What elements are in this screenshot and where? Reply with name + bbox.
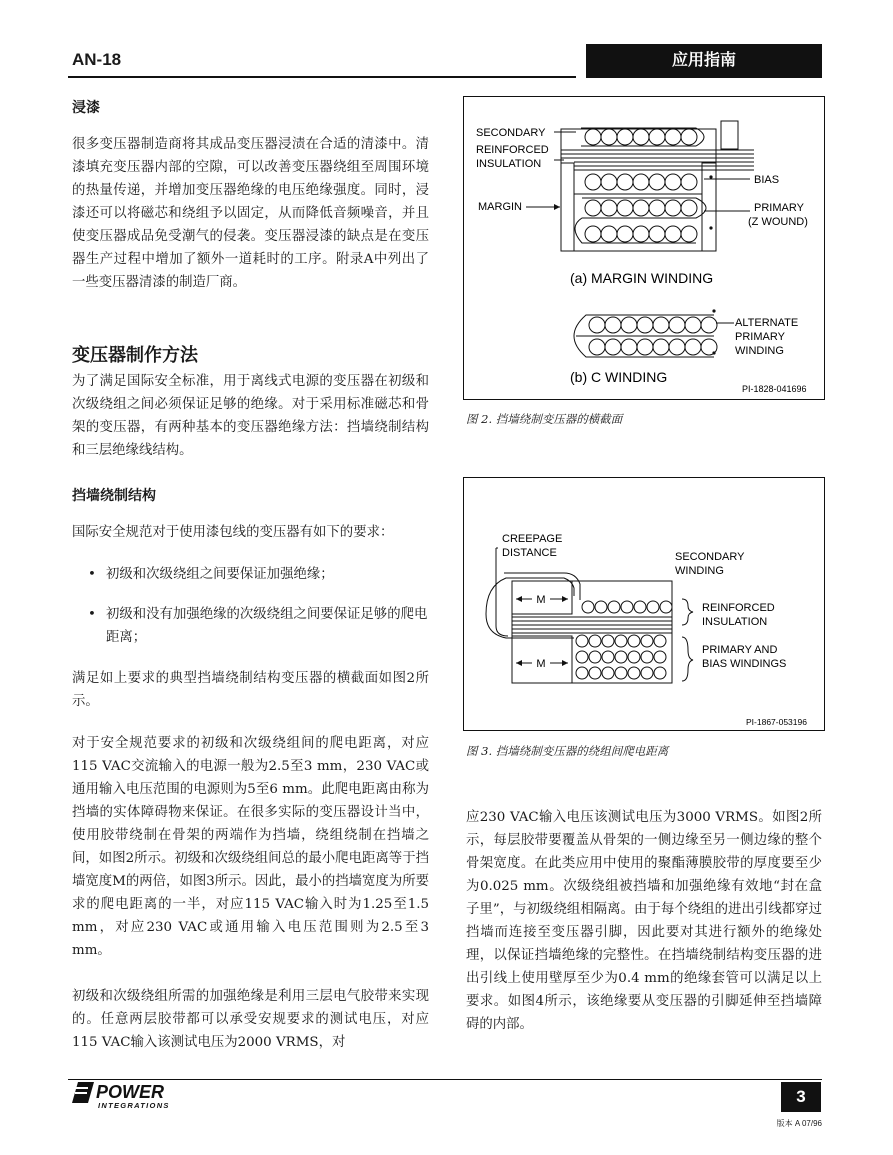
creepage-paragraph: 对于安全规范要求的初级和次级绕组间的爬电距离，对应115 VAC交流输入的电源一般为2.5至3 mm，230 VAC或通用输入电压范围的电源则为5至6 mm。此爬电距离由称为挡墙的实体障碍物来保证。在很多实际的变压器设计当中，使用胶带绕制在骨架的两端作为挡墙，绕组绕制在挡墙之间，如图2所示。初级和次级绕组间总的最小爬电距离等于挡墙宽度M的两倍，如图3所示。因此，最小的挡墙宽度为所要求的爬电距离的一半，对应115 VAC输入时为1.25至1.5 mm，对应230 VAC或通用输入电压范围则为2.5至3 mm。: [72, 736, 429, 958]
bullet-text: 初级和次级绕组之间要保证加强绝缘；: [106, 567, 334, 582]
fig3-label-primary-1: PRIMARY AND: [702, 644, 778, 656]
figure-3-caption: 图 3. 挡墙绕制变压器的绕组间爬电距离: [466, 744, 669, 758]
fig3-m-label-top: M: [536, 594, 546, 606]
figure-2-drawing: [464, 97, 824, 399]
document-id: AN-18: [72, 50, 122, 69]
fig3-label-creepage-2: DISTANCE: [502, 547, 557, 559]
figure-2: [463, 96, 825, 400]
fig2-label-zwound: (Z WOUND): [748, 216, 808, 228]
power-integrations-logo: [70, 1081, 200, 1111]
logo-mark-icon: [70, 1081, 200, 1111]
tape-paragraph: 初级和次级绕组所需的加强绝缘是利用三层电气胶带来实现的。任意两层胶带都可以承受安规要求的测试电压，对应115 VAC输入该测试电压为2000 VRMS，对: [72, 989, 429, 1050]
dip-heading: 浸漆: [72, 100, 100, 116]
fig3-code: PI-1867-053196: [746, 717, 807, 727]
fig2-label-margin: MARGIN: [478, 201, 522, 213]
version-label: 版本 A 07/96: [776, 1119, 822, 1128]
margin-intro: 国际安全规范对于使用漆包线的变压器有如下的要求：: [72, 525, 394, 540]
fig2-label-bias: BIAS: [754, 174, 780, 186]
figure-3-drawing: [464, 478, 824, 730]
bullet-dot: •: [88, 567, 96, 582]
fig2-reference-paragraph: 满足如上要求的典型挡墙绕制结构变压器的横截面如图2所示。: [72, 671, 429, 709]
fig3-label-secondary-2: WINDING: [675, 565, 724, 577]
fig3-label-primary-2: BIAS WINDINGS: [702, 658, 787, 670]
figure-3: [463, 477, 825, 731]
fig2-title-a: (a) MARGIN WINDING: [570, 270, 714, 286]
header-rule: [68, 76, 576, 78]
fig3-label-reinforced-2: INSULATION: [702, 616, 768, 628]
fig2-label-alternate-2: PRIMARY: [735, 331, 785, 343]
bullet-text: 初级和没有加强绝缘的次级绕组之间要保证足够的爬电距离；: [106, 607, 428, 645]
logo-word-power: POWER: [96, 1082, 165, 1102]
footer-rule: [68, 1079, 822, 1080]
fig2-label-reinforced-1: REINFORCED: [476, 144, 549, 156]
bullet-dot: •: [88, 607, 96, 622]
margin-heading: 挡墙绕制结构: [72, 488, 156, 504]
dip-paragraph: 很多变压器制造商将其成品变压器浸渍在合适的清漆中。清漆填充变压器内部的空隙，可以改善变压器绕组至周围环境的热量传递，并增加变压器绝缘的电压绝缘强度。同时，浸漆还可以将磁芯和绕组予以固定，从而降低音频噪音，并且使变压器成品免受潮气的侵袭。变压器浸漆的缺点是在变压器生产过程中增加了额外一道耗时的工序。附录A中列出了一些变压器清漆的制造厂商。: [72, 137, 429, 290]
method-paragraph: 为了满足国际安全标准，用于离线式电源的变压器在初级和次级绕组之间必须保证足够的绝缘。对于采用标准磁芯和骨架的变压器，有两种基本的变压器绝缘方法：挡墙绕制结构和三层绝缘线结构。: [72, 374, 429, 458]
fig2-label-reinforced-2: INSULATION: [476, 158, 542, 170]
page-number: 3: [781, 1082, 821, 1112]
logo-word-integrations: INTEGRATIONS: [98, 1101, 170, 1110]
bullet-item-1: [72, 563, 429, 586]
fig3-m-label-bottom: M: [536, 658, 546, 670]
method-heading: 变压器制作方法: [72, 345, 198, 366]
fig3-label-secondary-1: SECONDARY: [675, 551, 745, 563]
fig3-label-creepage-1: CREEPAGE: [502, 533, 563, 545]
fig2-label-alternate-3: WINDING: [735, 345, 784, 357]
fig2-title-b: (b) C WINDING: [570, 369, 668, 385]
fig3-label-reinforced-1: REINFORCED: [702, 602, 775, 614]
continuation-paragraph: 应230 VAC输入电压该测试电压为3000 VRMS。如图2所示，每层胶带要覆盖从骨架的一侧边缘至另一侧边缘的整个骨架宽度。在此类应用中使用的聚酯薄膜胶带的厚度要至少为0.025 mm。次级绕组被挡墙和加强绝缘有效地“封在盒子里”，与初级绕组相隔离。由于每个绕组的进出引线都穿过挡墙而连接至变压器引脚，因此要对其进行额外的绝缘处理，以保证挡墙绝缘的完整性。在挡墙绕制结构变压器的进出引线上使用壁厚至少为0.4 mm的绝缘套管可以满足以上要求。如图4所示，该绝缘要从变压器的引脚延伸至挡墙障碍的内部。: [466, 810, 822, 1032]
fig2-label-primary: PRIMARY: [754, 202, 804, 214]
section-title: 应用指南: [586, 44, 822, 78]
fig2-label-alternate-1: ALTERNATE: [735, 317, 799, 329]
fig2-label-secondary: SECONDARY: [476, 127, 546, 139]
bullet-item-2: [72, 603, 429, 649]
fig2-code: PI-1828-041696: [742, 384, 807, 394]
figure-2-caption: 图 2. 挡墙绕制变压器的横截面: [466, 412, 623, 426]
